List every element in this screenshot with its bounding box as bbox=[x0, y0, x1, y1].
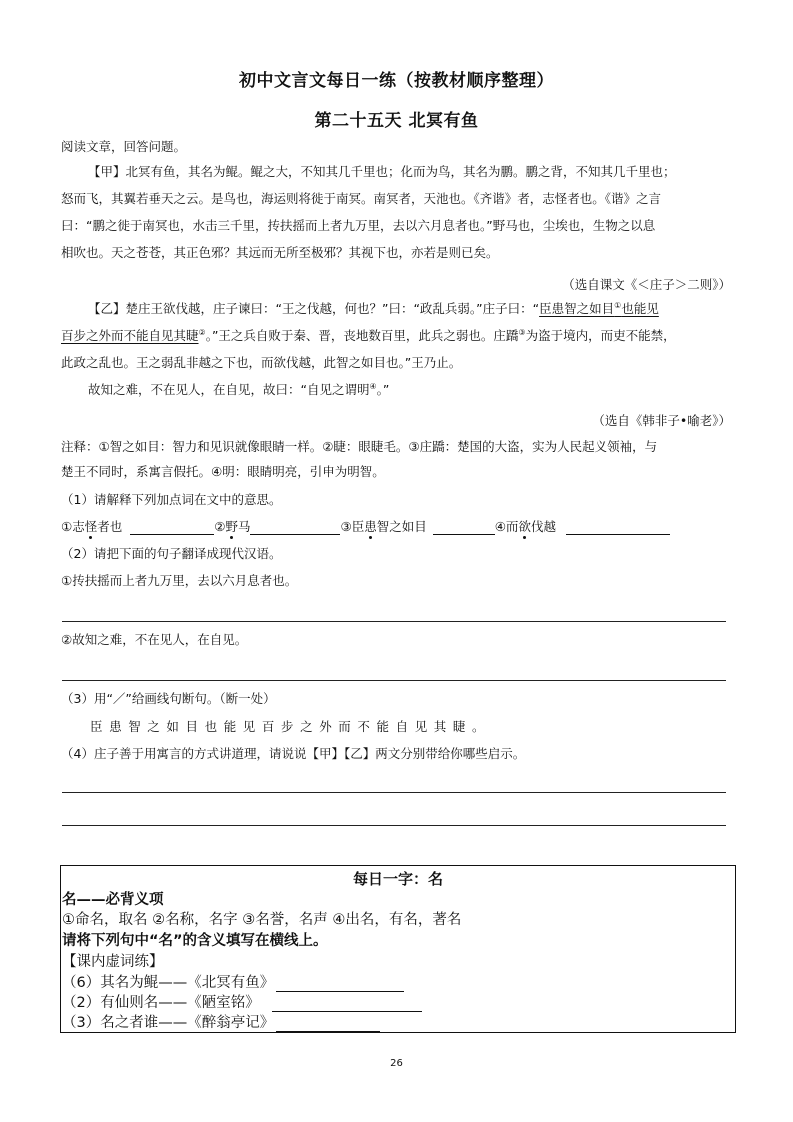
daily-word-box bbox=[60, 865, 736, 1033]
answer-blank[interactable] bbox=[250, 520, 340, 535]
page-number: 26 bbox=[390, 1058, 403, 1069]
box-meanings: ①命名，取名 ②名称，名字 ③名誉，名声 ④出名，有名，著名 bbox=[62, 912, 462, 928]
answer-blank[interactable] bbox=[276, 1017, 380, 1032]
box-heading: 名——必背义项 bbox=[62, 892, 164, 908]
source-citation: （选自课文《＜庄子＞二则》） bbox=[562, 277, 731, 292]
answer-line[interactable] bbox=[62, 621, 726, 622]
passage-line: 此政之乱也。王之弱乱非越之下也，而欲伐越，此智之如目也。”王乃止。 bbox=[61, 355, 462, 370]
answer-line[interactable] bbox=[62, 792, 726, 793]
answer-blank[interactable] bbox=[433, 520, 495, 535]
answer-blank[interactable] bbox=[130, 520, 214, 535]
box-instruction: 请将下列句中“名”的含义填写在横线上。 bbox=[62, 933, 328, 949]
question-2-sentence: ①抟扶摇而上者九万里，去以六月息者也。 bbox=[61, 573, 298, 588]
intro-text: 阅读文章，回答问题。 bbox=[61, 139, 187, 154]
question-2: （2）请把下面的句子翻译成现代汉语。 bbox=[61, 546, 282, 561]
question-1: （1）请解释下列加点词在文中的意思。 bbox=[61, 492, 282, 507]
passage-line: 曰：“鹏之徙于南冥也，水击三千里，抟扶摇而上者九万里，去以六月息者也。”野马也，尘埃也，生物之以息 bbox=[61, 218, 656, 233]
passage-line: 怒而飞，其翼若垂天之云。是鸟也，海运则将徙于南冥。南冥者，天池也。《齐谐》者，志怪者也。《谐》之言 bbox=[61, 191, 662, 206]
question-1-items: ①志怪者也 ②野马 ③臣患智之如目 ④而欲伐越 bbox=[61, 519, 670, 535]
question-4: （4）庄子善于用寓言的方式讲道理，请说说【甲】【乙】两文分别带给你哪些启示。 bbox=[61, 746, 526, 761]
answer-line[interactable] bbox=[62, 825, 726, 826]
main-title: 初中文言文每日一练（按教材顺序整理） bbox=[239, 71, 554, 91]
box-item: （3）名之者谁——《醉翁亭记》 bbox=[62, 1011, 380, 1032]
box-item: （2）有仙则名——《陋室铭》 bbox=[62, 991, 422, 1012]
passage-line: 故知之难，不在见人，在自见，故曰：“自见之谓明④。” bbox=[88, 381, 390, 397]
passage-line: 百步之外而不能自见其睫②。”王之兵自败于秦、晋，丧地数百里，此兵之弱也。庄蹻③为盗于境内，而吏不能禁， bbox=[61, 327, 676, 343]
box-item: （6）其名为鲲——《北冥有鱼》 bbox=[62, 971, 404, 992]
passage-line: 【甲】北冥有鱼，其名为鲲。鲲之大，不知其几千里也；化而为鸟，其名为鹏。鹏之背，不知其几千里也； bbox=[88, 164, 676, 179]
box-section: 【课内虚词练】 bbox=[62, 954, 164, 970]
answer-line[interactable] bbox=[62, 680, 726, 681]
passage-line: 相吹也。天之苍苍，其正色邪？其远而无所至极邪？其视下也，亦若是则已矣。 bbox=[61, 245, 499, 260]
answer-blank[interactable] bbox=[566, 520, 670, 535]
box-title: 每日一字：名 bbox=[352, 870, 443, 888]
answer-blank[interactable] bbox=[276, 977, 404, 992]
answer-blank[interactable] bbox=[272, 997, 422, 1012]
notes-line: 楚王不同时，系寓言假托。④明：眼睛明亮，引申为明智。 bbox=[61, 464, 385, 479]
question-2-sentence: ②故知之难，不在见人，在自见。 bbox=[61, 632, 248, 647]
sub-title: 第二十五天 北冥有鱼 bbox=[314, 111, 479, 131]
passage-line: 【乙】楚庄王欲伐越，庄子谏曰：“王之伐越，何也？”曰：“政乱兵弱。”庄子曰：“臣患智之如目①也能见 bbox=[88, 300, 659, 316]
underlined-sentence: 百步之外而不能自见其睫 bbox=[61, 328, 199, 343]
notes-line: 注释：①智之如目：智力和见识就像眼睛一样。②睫：眼睫毛。③庄蹻：楚国的大盗，实为人民起义领袖，与 bbox=[61, 439, 658, 454]
question-3-sentence: 臣患智之如目也能见百步之外而不能自见其睫。 bbox=[90, 719, 492, 734]
source-citation: （选自《韩非子•喻老》） bbox=[592, 413, 731, 428]
question-3: （3）用“／”给画线句断句。（断一处） bbox=[61, 691, 276, 706]
underlined-sentence: 臣患智之如目① bbox=[539, 300, 622, 316]
